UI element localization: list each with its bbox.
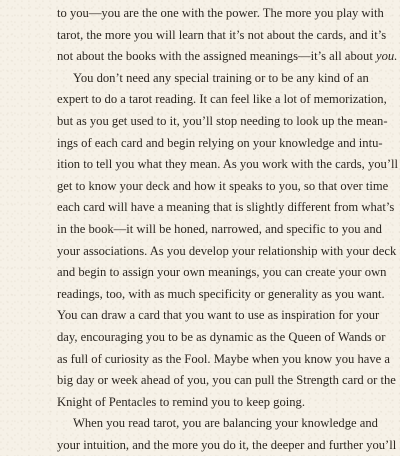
text-line [57, 111, 388, 133]
text-run: to you—you are the one with the power. The more you play with [57, 6, 384, 20]
text-line [57, 435, 397, 456]
text-line [57, 133, 383, 155]
text-line [57, 68, 369, 90]
text-line [57, 25, 387, 47]
text-line [57, 392, 344, 414]
text-run: Knight of Pentacles to remind you to keep going. [57, 394, 305, 409]
text-line [57, 284, 385, 306]
text-line [57, 370, 396, 392]
paragraph [57, 413, 397, 456]
text-line [57, 89, 387, 111]
text-run: readings, too, with as much specificity or generality as you want. [57, 286, 385, 301]
emphasis-run: you. [376, 49, 398, 64]
text-line [57, 241, 397, 263]
text-run: expert to do a tarot reading. It can feel like a lot of memorization, [57, 92, 387, 107]
text-run: ings of each card and begin relying on your knowledge and intu- [57, 135, 383, 150]
text-line [57, 349, 390, 371]
text-run: day, encouraging you to be as dynamic as the Queen of Wands or [57, 329, 386, 344]
text-line [57, 176, 389, 198]
text-run: your associations. As you develop your relationship with your deck [57, 243, 397, 258]
text-run: not about the books with the assigned meanings—it’s all about [57, 49, 377, 64]
text-run: You can draw a card that you want to use as inspiration for your [57, 308, 380, 323]
paragraph [57, 3, 398, 68]
text-line [57, 3, 384, 25]
paragraph [57, 68, 399, 414]
text-run: each card will have a meaning that is slightly different from what’s [57, 200, 395, 215]
text-run: but as you get used to it, you’ll stop needing to look up the mean- [57, 113, 388, 128]
body-text [57, 3, 399, 456]
text-line [57, 219, 382, 241]
text-run: When you read tarot, you are balancing your knowledge and [73, 416, 378, 431]
text-run: ition to tell you what they mean. As you work with the cards, you’ll [57, 157, 399, 172]
text-line [57, 262, 387, 284]
text-run: and begin to assign your own meanings, you can create your own [57, 265, 387, 280]
text-line [57, 154, 399, 176]
text-run: You don’t need any special training or to be any kind of an [73, 70, 369, 85]
text-line [57, 327, 386, 349]
text-line [57, 197, 395, 219]
text-line [57, 46, 398, 68]
text-run: in the book—it will be honed, narrowed, and specific to you and [57, 221, 382, 236]
text-run: get to know your deck and how it speaks to you, so that over time [57, 178, 389, 193]
text-run: big day or week ahead of you, you can pull the Strength card or the [57, 373, 396, 388]
text-run: tarot, the more you will learn that it’s not about the cards, and it’s [57, 27, 387, 42]
text-run: as full of curiosity as the Fool. Maybe when you know you have a [57, 351, 390, 366]
text-line [57, 305, 380, 327]
text-run: your intuition, and the more you do it, the deeper and further you’ll [57, 437, 397, 452]
text-line [57, 413, 378, 435]
